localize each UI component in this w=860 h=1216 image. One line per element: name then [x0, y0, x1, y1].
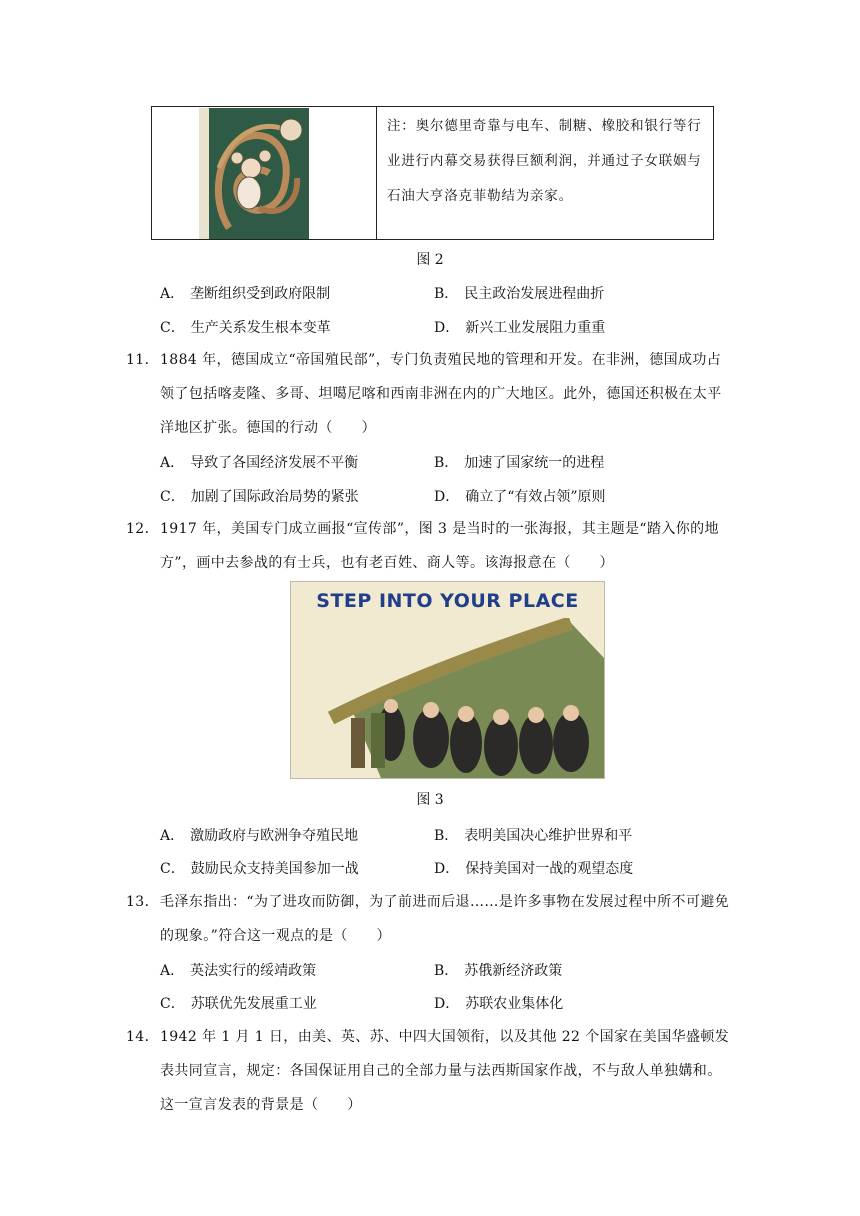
wwi-poster: [290, 581, 605, 779]
figure2-note: 注：奥尔德里奇靠与电车、制糖、橡胶和银行等行业进行内幕交易获得巨额利润，并通过子女联姻与石油大亨洛克菲勒结为亲家。: [387, 118, 702, 204]
option-a: A． 导致了各国经济发展不平衡: [160, 455, 359, 471]
option-b: B． 民主政治发展进程曲折: [434, 286, 605, 302]
question-13: [126, 885, 730, 953]
question-number: 13．: [126, 894, 160, 910]
table-divider: [376, 107, 377, 239]
question-text: 1884 年，德国成立“帝国殖民部”，专门负责殖民地的管理和开发。在非洲，德国成功占领了包括喀麦隆、多哥、坦噶尼喀和西南非洲在内的广大地区。此外，德国还积极在太平洋地区扩张。德国的行动（ ）: [160, 352, 722, 436]
option-c: C． 生产关系发生根本变革: [160, 320, 331, 336]
option-d: D． 保持美国对一战的观望态度: [434, 861, 634, 877]
question-12: [126, 512, 730, 580]
option-d: D． 新兴工业发展阻力重重: [434, 320, 606, 336]
question-number: 11．: [126, 352, 160, 368]
political-cartoon-illustration: [199, 108, 309, 239]
question-11: [126, 343, 730, 445]
question-text: 毛泽东指出：“为了进攻而防御，为了前进而后退……是许多事物在发展过程中所不可避免的现象。”符合这一观点的是（ ）: [160, 894, 730, 944]
question-number: 12．: [126, 521, 160, 537]
question-number: 14．: [126, 1029, 160, 1045]
option-c: C． 加剧了国际政治局势的紧张: [160, 489, 359, 505]
option-b: B． 加速了国家统一的进程: [434, 455, 605, 471]
option-a: A． 英法实行的绥靖政策: [160, 963, 317, 979]
option-c: C． 鼓励民众支持美国参加一战: [160, 861, 359, 877]
option-b: B． 表明美国决心维护世界和平: [434, 828, 633, 844]
poster-title: STEP INTO YOUR PLACE: [316, 590, 579, 612]
option-d: D． 确立了“有效占领”原则: [434, 489, 606, 505]
question-text: 1917 年，美国专门成立画报“宣传部”，图 3 是当时的一张海报，其主题是“踏入你的地方”，画中去参战的有士兵，也有老百姓、商人等。该海报意在（ ）: [160, 521, 719, 571]
question-text: 1942 年 1 月 1 日，由美、英、苏、中四大国领衔，以及其他 22 个国家在美国华盛顿发表共同宣言，规定：各国保证用自己的全部力量与法西斯国家作战，不与敌人单独媾和。这一宣言发表的背景是（ ）: [160, 1029, 730, 1113]
figure2-caption: 图 2: [416, 252, 444, 268]
question-14: [126, 1020, 730, 1122]
figure3-caption: 图 3: [416, 792, 444, 808]
option-d: D． 苏联农业集体化: [434, 996, 564, 1012]
option-c: C． 苏联优先发展重工业: [160, 996, 317, 1012]
option-a: A． 垄断组织受到政府限制: [160, 286, 331, 302]
option-a: A． 激励政府与欧洲争夺殖民地: [160, 828, 359, 844]
option-b: B． 苏俄新经济政策: [434, 963, 563, 979]
marching-crowd-illustration: [291, 618, 604, 778]
